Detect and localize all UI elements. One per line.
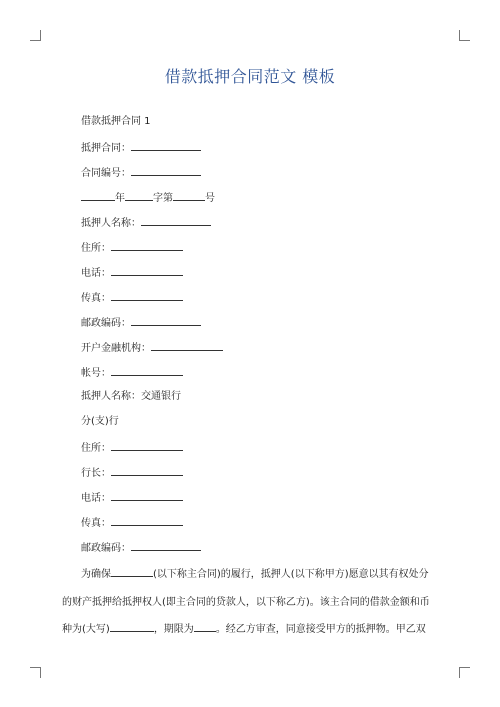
blank-line <box>111 440 183 451</box>
field-postcode-2 <box>81 540 201 556</box>
blank-line <box>151 340 223 351</box>
field-label: 帐号： <box>81 368 111 379</box>
field-postcode <box>81 315 201 331</box>
field-label: 住所： <box>81 443 111 454</box>
field-phone <box>81 265 183 281</box>
field-bank <box>81 340 223 356</box>
field-label: 传真： <box>81 518 111 529</box>
paragraph-text: 为确保 <box>81 569 111 580</box>
field-label: 行长： <box>81 468 111 479</box>
blank-line <box>194 621 216 632</box>
field-phone-2 <box>81 490 183 506</box>
paragraph-line-1 <box>81 566 429 582</box>
blank-line <box>173 190 205 201</box>
field-address-2 <box>81 440 183 456</box>
paragraph-text: 种为(大写) <box>62 624 110 635</box>
field-branch: 分(支)行 <box>81 416 119 427</box>
corner-mark-top-right <box>459 30 470 41</box>
blank-line <box>111 265 183 276</box>
field-address <box>81 240 183 256</box>
field-label: 住所： <box>81 243 111 254</box>
field-president <box>81 465 183 481</box>
field-label: 合同编号： <box>81 168 131 179</box>
field-fax-2 <box>81 515 183 531</box>
document-title: 借款抵押合同范文 模板 <box>164 67 336 86</box>
field-label: 邮政编码： <box>81 318 131 329</box>
corner-mark-bottom-left <box>30 667 41 678</box>
blank-line <box>111 515 183 526</box>
field-mortgagor-name <box>81 215 211 231</box>
blank-line <box>131 540 201 551</box>
blank-line <box>131 140 201 151</box>
corner-mark-top-left <box>30 30 41 41</box>
word-label: 字第 <box>153 193 173 204</box>
blank-line <box>111 490 183 501</box>
blank-line <box>111 240 183 251</box>
paragraph-text: ，期限为 <box>153 624 194 635</box>
field-label: 电话： <box>81 268 111 279</box>
field-fax <box>81 290 183 306</box>
field-mortgage-contract <box>81 140 201 156</box>
field-label: 抵押人名称： <box>81 218 141 229</box>
blank-line <box>111 365 183 376</box>
blank-line <box>110 621 154 632</box>
blank-line <box>131 315 201 326</box>
number-label: 号 <box>205 193 215 204</box>
paragraph-text: 。经乙方审查，同意接受甲方的抵押物。甲乙双 <box>215 624 426 635</box>
blank-line <box>111 465 183 476</box>
field-contract-number <box>81 165 201 181</box>
field-label: 邮政编码： <box>81 543 131 554</box>
paragraph-text: (以下称主合同)的履行，抵押人(以下称甲方)愿意以其有权处分 <box>153 569 429 580</box>
blank-line <box>141 215 211 226</box>
blank-line <box>131 165 201 176</box>
field-year-number <box>81 190 215 206</box>
contract-heading: 借款抵押合同 1 <box>81 116 151 127</box>
paragraph-line-2: 的财产抵押给抵押权人(即主合同的贷款人，以下称乙方)。该主合同的借款金额和币 <box>62 597 430 608</box>
field-label: 抵押合同： <box>81 143 131 154</box>
blank-line <box>81 190 115 201</box>
field-account <box>81 365 183 381</box>
field-label: 传真： <box>81 293 111 304</box>
paragraph-line-3 <box>62 621 426 637</box>
corner-mark-bottom-right <box>459 667 470 678</box>
field-mortgagee-name: 抵押人名称：交通银行 <box>81 391 181 402</box>
field-label: 开户金融机构： <box>81 343 151 354</box>
blank-line <box>111 566 153 577</box>
blank-line <box>111 290 183 301</box>
year-label: 年 <box>115 193 125 204</box>
field-label: 电话： <box>81 493 111 504</box>
blank-line <box>125 190 153 201</box>
